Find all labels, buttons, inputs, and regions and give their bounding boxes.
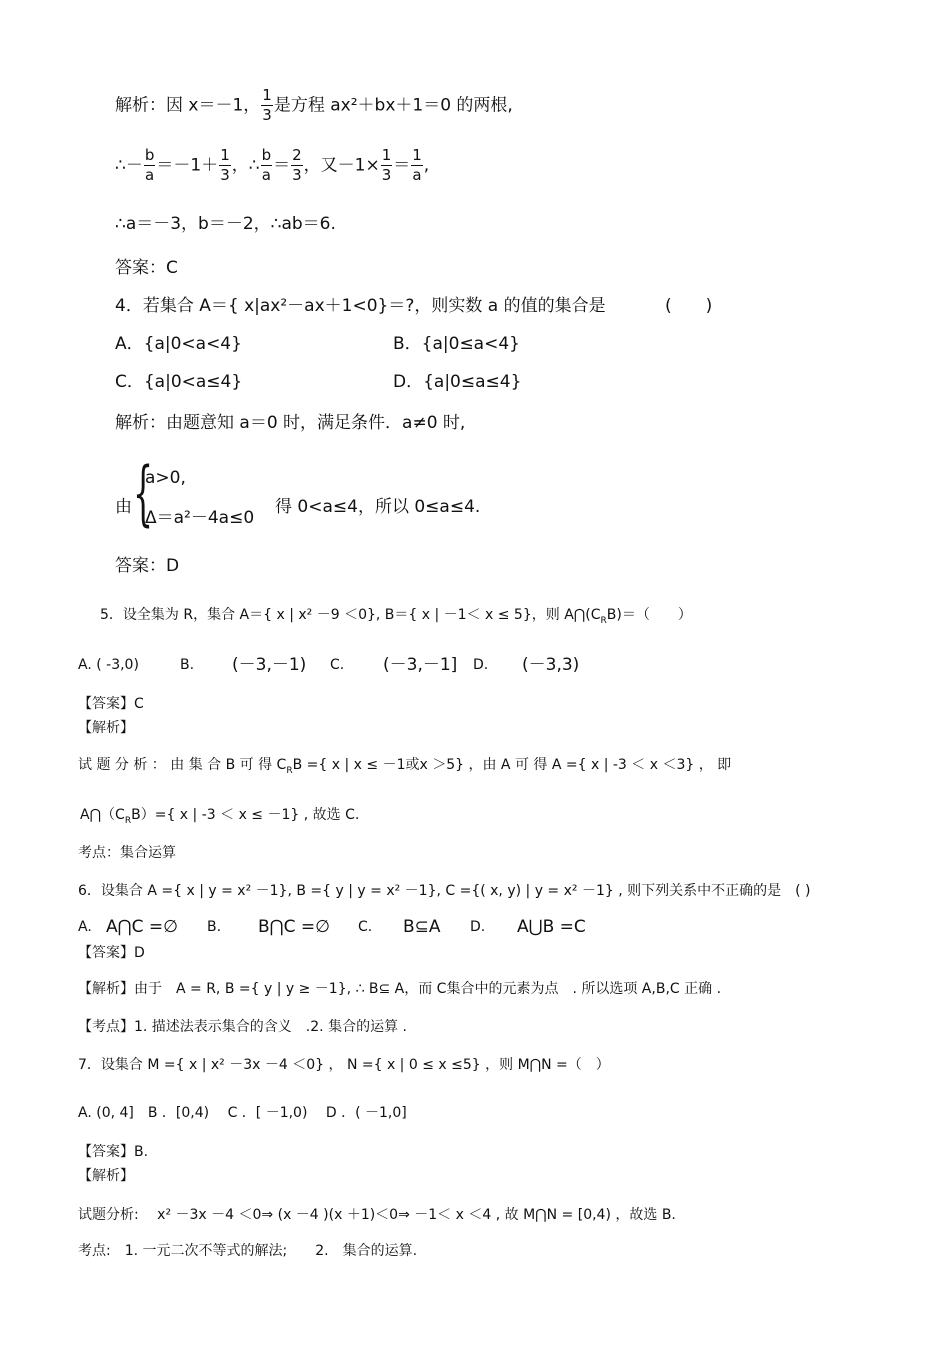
q7-options: A. (0, 4] B ．[0,4) C ．[ －1,0) D ．( －1,0] <box>78 1105 407 1121</box>
q3-l2-b: ＝－1＋ <box>156 155 219 176</box>
q5-a2-a: A⋂（C <box>80 807 125 823</box>
q3-analysis-line3: ∴a＝－3，b＝－2，∴ab＝6. <box>115 214 336 234</box>
q5-answer: 【答案】C <box>78 696 144 712</box>
q4-stem-text: 4．若集合 A＝{ x|ax²－ax＋1<0}＝?，则实数 a 的值的集合是 <box>115 296 606 316</box>
q3-l2-a: ∴－ <box>115 155 143 176</box>
q5-option-b-label: B. <box>180 657 195 673</box>
q5-a1-b: B ={ x | x ≤ －1或x ＞5} ，由 A 可 得 A ={ x | -3 ＜ x ＜3} ， 即 <box>292 757 732 773</box>
q5-stem <box>100 608 692 626</box>
q3-analysis-line1 <box>115 88 513 123</box>
q5-analysis-line1 <box>78 758 731 776</box>
q3-analysis-line2 <box>115 148 429 183</box>
q3-l2-d: ＝ <box>273 155 291 176</box>
q4-paren: ( ) <box>665 296 713 316</box>
q6-option-b: B⋂C =∅ <box>258 917 330 937</box>
q5-option-c: (－3,－1] <box>383 655 458 675</box>
q3-l2-c: ，∴ <box>231 155 260 176</box>
q6-option-a-label: A. <box>78 919 92 935</box>
fraction-one-over-a: $\frac{1}{a}$ <box>412 146 422 184</box>
fraction-one-third-2: $\frac{1}{3}$ <box>220 146 230 184</box>
q7-analysis: 试题分析: x² －3x －4 ＜0⇒ (x －4 )(x ＋1)＜0⇒ －1＜ x ＜4 , 故 M⋂N = [0,4) ，故选 B. <box>78 1207 676 1223</box>
q3-l2-e: ，又－1× <box>303 155 380 176</box>
q3-l2-f: ＝ <box>393 155 411 176</box>
q5-a2-sub: R <box>124 815 132 826</box>
q5-option-c-label: C. <box>330 657 345 673</box>
q3-analysis-text-b: 是方程 ax²＋bx＋1＝0 的两根, <box>273 95 513 116</box>
q5-option-b: (－3,－1) <box>232 655 307 675</box>
q6-stem: 6．设集合 A ={ x | y = x² －1}, B ={ y | y = x² －1}, C ={( x, y) | y = x² －1} , 则下列关系中不正确的是 ( ) <box>78 883 811 899</box>
q5-analysis-line2 <box>80 808 359 826</box>
q4-result: 得 0<a≤4，所以 0≤a≤4. <box>275 497 481 517</box>
fraction-one-third-3: $\frac{1}{3}$ <box>381 146 392 184</box>
q5-option-d-label: D. <box>473 657 489 673</box>
q6-option-b-label: B. <box>207 919 222 935</box>
q7-kaodian: 考点: 1. 一元二次不等式的解法; 2. 集合的运算. <box>78 1243 418 1259</box>
q4-system-line2: Δ＝a²－4a≤0 <box>145 508 255 528</box>
q6-option-c: B⊆A <box>403 917 441 937</box>
q5-stem-text: 5．设全集为 R，集合 A＝{ x | x² －9 ＜0}, B＝{ x | －1＜ x ≤ 5}，则 A⋂(C <box>100 607 601 623</box>
q4-system-line1: a>0, <box>145 468 186 488</box>
q5-option-d: (－3,3) <box>522 655 580 675</box>
q5-stem-sub: R <box>600 615 607 626</box>
q3-answer: 答案：C <box>115 258 178 278</box>
q4-option-b: B．{a|0≤a<4} <box>393 334 520 354</box>
q6-option-d-label: D. <box>470 919 486 935</box>
q3-l2-g: , <box>423 155 430 176</box>
fraction-two-thirds: $\frac{2}{3}$ <box>292 146 302 184</box>
q6-analysis: 【解析】由于 A = R, B ={ y | y ≥ －1}, ∴ B⊆ A，而 C集合中的元素为点 . 所以选项 A,B,C 正确 . <box>78 981 722 997</box>
q6-option-a: A⋂C =∅ <box>106 917 178 937</box>
q4-option-d: D．{a|0≤a≤4} <box>393 372 522 392</box>
q5-option-a: A. ( -3,0) <box>78 657 139 673</box>
q4-option-c: C．{a|0<a≤4} <box>115 372 243 392</box>
q4-stem <box>115 298 606 315</box>
q4-analysis: 解析：由题意知 a＝0 时，满足条件．a≠0 时, <box>115 413 466 433</box>
q7-jiexi: 【解析】 <box>78 1168 134 1184</box>
q5-jiexi: 【解析】 <box>78 720 134 736</box>
q6-answer: 【答案】D <box>78 945 145 961</box>
q5-stem-end: B)＝（ ） <box>606 607 692 623</box>
fraction-one-third: $\frac{1}{3}$ <box>262 86 272 124</box>
q4-answer: 答案：D <box>115 556 180 576</box>
q5-kaodian: 考点：集合运算 <box>78 845 176 861</box>
left-brace-icon: { <box>133 452 154 534</box>
q7-stem: 7．设集合 M ={ x | x² －3x －4 ＜0} ， N ={ x | 0 ≤ x ≤5} ，则 M⋂N =（ ） <box>78 1057 610 1073</box>
q5-a1-sub: R <box>286 765 293 776</box>
fraction-b-over-a: $\frac{b}{a}$ <box>144 146 155 184</box>
q6-option-d: A⋃B =C <box>517 917 586 937</box>
q4-option-a: A．{a|0<a<4} <box>115 334 242 354</box>
q5-a2-b: B）={ x | -3 ＜ x ≤ －1} , 故选 C. <box>131 807 360 823</box>
q4-you: 由 <box>115 497 132 517</box>
q6-option-c-label: C. <box>358 919 373 935</box>
q6-kaodian: 【考点】1. 描述法表示集合的含义 .2. 集合的运算 . <box>78 1019 407 1035</box>
q5-a1-a: 试 题 分 析 ： 由 集 合 B 可 得 C <box>78 757 287 773</box>
q7-answer: 【答案】B. <box>78 1144 149 1160</box>
fraction-b-over-a-2: $\frac{b}{a}$ <box>261 146 272 184</box>
q3-analysis-text: 解析：因 x＝－1， <box>115 95 261 116</box>
